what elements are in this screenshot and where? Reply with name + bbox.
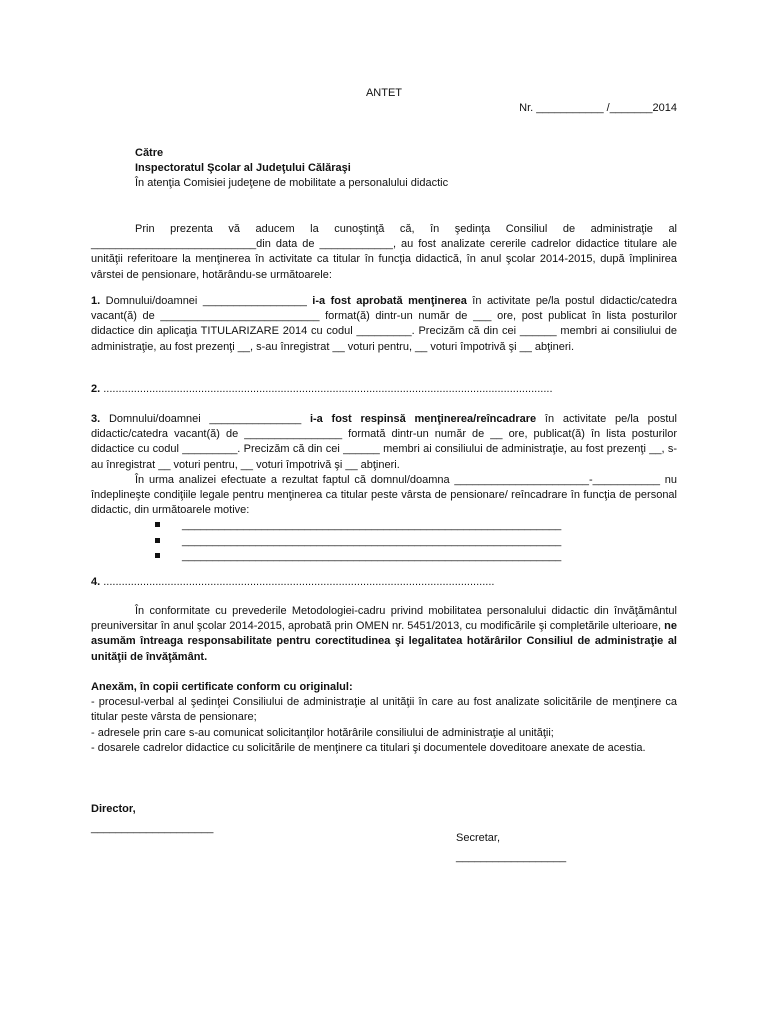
secretary-signature	[456, 831, 656, 865]
annex-item: - procesul-verbal al şedinţei Consiliului de administraţie al unităţii în care au fost analizate solicitările de menţinere ca titular peste vârsta de pensionare;	[91, 696, 677, 724]
recipient-attention: În atenţia Comisiei judeţene de mobilitate a personalului didactic	[135, 177, 449, 190]
registration-number	[91, 101, 677, 116]
director-signature-line: ____________________	[91, 822, 214, 835]
item-2-number: 2.	[91, 383, 101, 395]
item-1-decision: i-a fost aprobată menţinerea	[312, 295, 467, 307]
annex-title: Anexăm, în copii certificate conform cu originalul:	[91, 681, 353, 693]
antet-text: ANTET	[365, 87, 403, 99]
director-label: Director,	[91, 803, 136, 815]
antet-heading	[91, 86, 677, 101]
item-3-number: 3.	[91, 413, 101, 425]
item-4: 4. ................................................................................................................................	[91, 576, 495, 588]
bullet-square-icon	[155, 538, 160, 543]
nr-text: Nr. ___________ /_______2014	[519, 102, 677, 114]
conformity-paragraph: În conformitate cu prevederile Metodologiei-cadru privind mobilitatea personalului didactic din învăţământul preuniversitar în anul şcolar 2014-2015, aprobată prin OMEN nr. 5451/2013, cu modificările şi completările ulterioare, ne asumăm întreaga responsabilitate pentru corectitudinea şi legalitatea hotărârilor Consiliul de administraţie al unităţii de învăţământ.	[91, 605, 677, 663]
reason-item: ______________________________________________________________	[91, 534, 677, 549]
intro-paragraph	[91, 222, 677, 283]
item-4-number: 4.	[91, 576, 101, 588]
secretary-label: Secretar,	[456, 832, 501, 844]
bullet-square-icon	[155, 553, 160, 558]
item-1-number: 1.	[91, 295, 101, 307]
reason-item: ______________________________________________________________	[91, 549, 677, 564]
bullet-square-icon	[155, 522, 160, 527]
item-3-decision: i-a fost respinsă menţinerea/reîncadrare	[309, 413, 537, 425]
annex-item: - dosarele cadrelor didactice cu solicitările de menţinere ca titulari şi documentele doveditoare anexate de acestia.	[91, 741, 646, 754]
director-signature	[91, 802, 291, 836]
annex-section	[91, 680, 677, 756]
recipient-block	[135, 146, 675, 192]
recipient-to: Către	[135, 147, 164, 159]
item-3: 3. Domnului/doamnei _______________ i-a fost respinsă menţinerea/reîncadrare în activitate pe/la postul didactic/catedra vacant(ă) de ________________ formată dintr-un număr de __ ore, publicat(ă) în lista posturilor didactice cu codul _________. Precizăm că din cei ______ membri ai consiliului de administraţie, au fost prezenţi __, s-au înregistrat __ voturi pentru, __ voturi împotrivă şi __ abţineri. În urma analizei efectuate a rezultat faptul că domnul/doamna ______________________-___________ nu îndeplineşte condiţiile legale pentru menţinerea ca titular peste vârsta de pensionare/ reîncadrare în funcţia de personal didactic, din următoarele motive: ______________________________________________________________ ______________________________________________________________ ______________________________________________________________	[91, 412, 677, 564]
annex-item: - adresele prin care s-au comunicat solicitanţilor hotărârile consiliului de administraţie al unităţii;	[91, 726, 554, 739]
responsibility-statement: ne asumăm întreaga responsabilitate pentru corectitudinea şi legalitatea hotărârilor Consiliul de administraţie al unităţii de învăţământ.	[91, 620, 677, 663]
reason-item: ______________________________________________________________	[91, 518, 677, 533]
item-1: 1. Domnului/doamnei _________________ i-a fost aprobată menţinerea în activitate pe/la postul didactic/catedra vacant(ă) de __________________________ format(ă) dintr-un număr de ___ ore, post publicat în lista posturilor didactice din aplicaţia TITULARIZARE 2014 cu codul _________. Precizăm că din cei ______ membri ai consiliului de administraţie, au fost prezenţi __, s-au înregistrat __ voturi pentru, __ voturi împotrivă şi __ abţineri.	[91, 295, 677, 353]
item-3-analysis: În urma analizei efectuate a rezultat faptul că domnul/doamna ______________________-___________ nu îndeplineşte condiţiile legale pentru menţinerea ca titular peste vârsta de pensionare/ reîncadrare în funcţia de personal didactic, din următoarele motive:	[91, 473, 677, 517]
item-2: 2. ...................................................................................................................................................	[91, 383, 553, 395]
secretary-signature-line: __________________	[456, 851, 567, 864]
recipient-institution: Inspectoratul Şcolar al Judeţului Călăraşi	[135, 162, 351, 175]
reasons-list	[91, 518, 677, 564]
intro-text: Prin prezenta vă aducem la cunoştinţă că, în şedinţa Consiliul de administraţie al ___________________________din data de ____________, au fost analizate cererile cadrelor didactice titulare ale unităţii referitoare la menţinerea în activitate ca titular în funcţia didactică, în anul şcolar 2014-2015, după împlinirea vârstei de pensionare, hotărându-se următoarele:	[91, 223, 677, 281]
